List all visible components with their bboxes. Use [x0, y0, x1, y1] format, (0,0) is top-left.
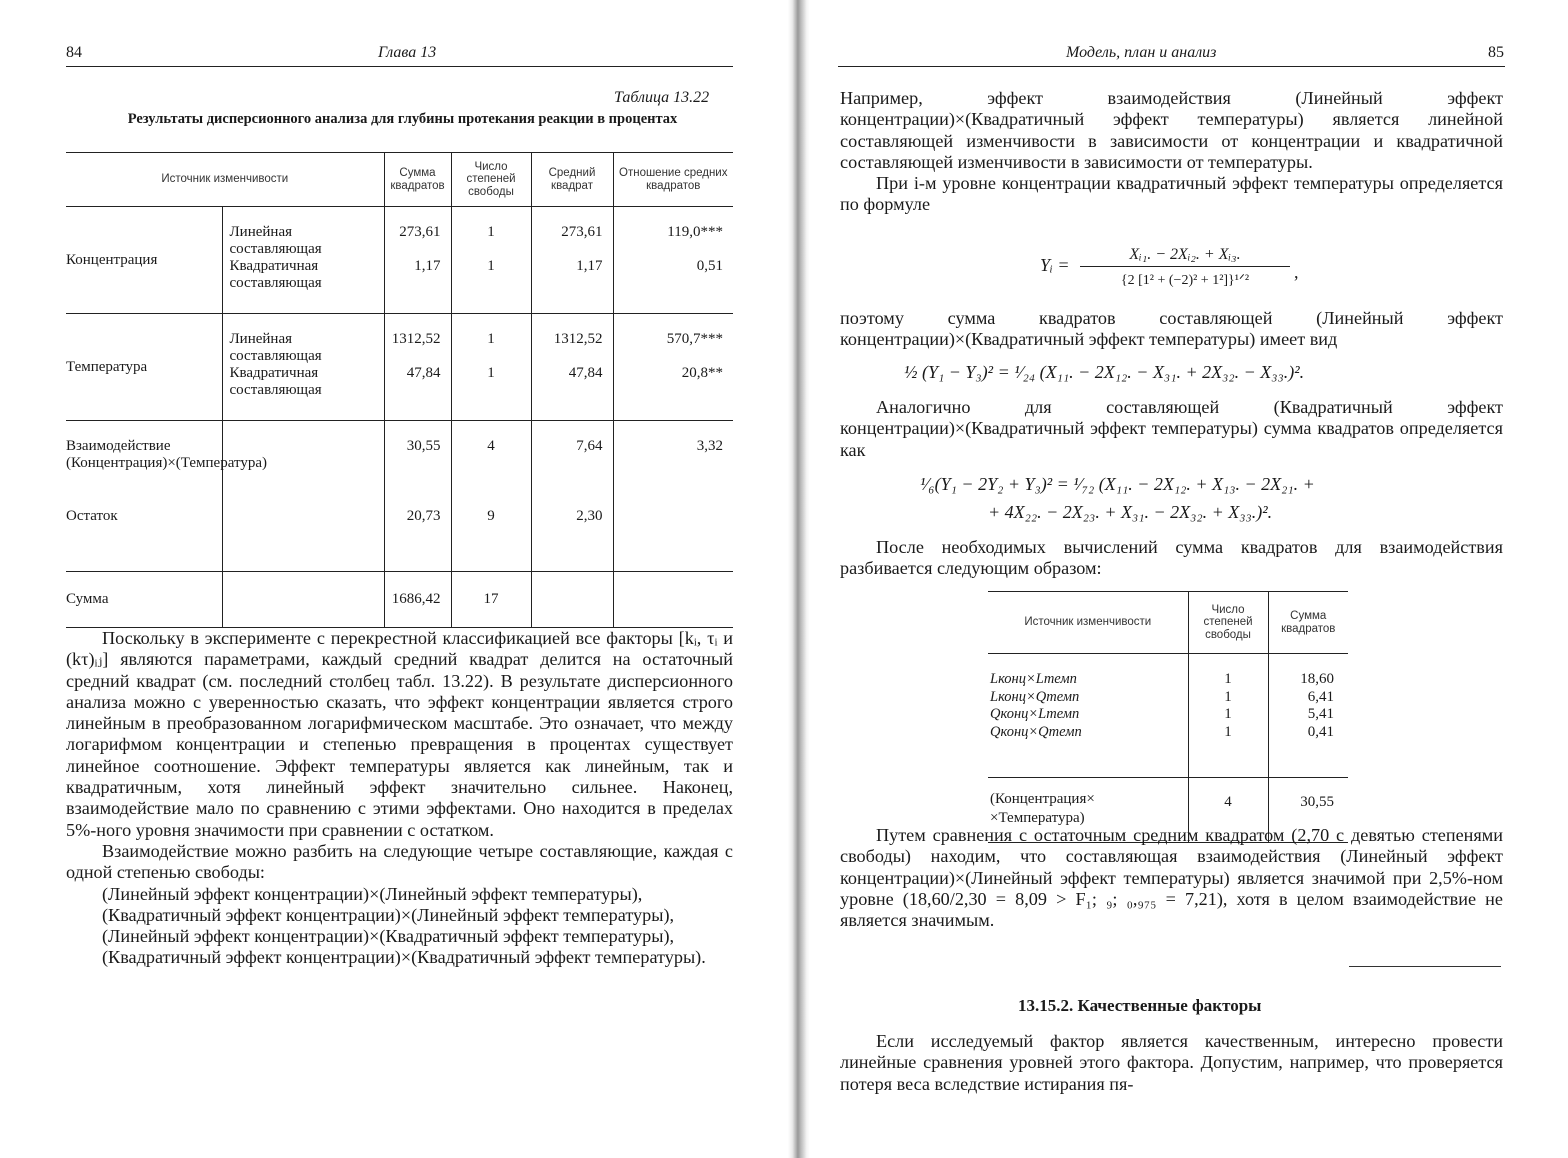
section-rule: [1349, 966, 1501, 967]
df-value: 9: [487, 508, 495, 524]
table-row-temperature: [66, 314, 733, 421]
component-label: Lконц×Qтемп: [990, 688, 1080, 705]
header-df: Число степеней свободы: [451, 153, 531, 207]
df-value: 1: [1224, 688, 1232, 705]
right-body-2: [840, 308, 1503, 351]
header-rule: [66, 66, 733, 67]
list-item: (Линейный эффект концентрации)×(Квадратичный эффект температуры),: [102, 926, 675, 947]
header-sum-squares: Сумма квадратов: [1268, 592, 1348, 654]
paragraph: Аналогично для составляющей (Квадратичный эффект концентрации)×(Квадратичный эффект температуры) сумма квадратов определяется как: [840, 397, 1503, 460]
paragraph: После необходимых вычислений сумма квадратов для взаимодействия разбивается следующим образом:: [840, 537, 1503, 579]
formula-3-line1: ¹⁄₆(Y₁ − 2Y₂ + Y₃)² = ¹⁄₇₂ (X₁₁. − 2X₁₂. + X₁₃. − 2X₂₁. +: [920, 474, 1315, 494]
ms-value: 273,61: [561, 224, 603, 240]
header-sum-squares: Сумма квадратов: [384, 153, 451, 207]
right-body-5: [840, 825, 1503, 931]
ratio-value: 3,32: [696, 438, 723, 454]
ms-value: 1312,52: [553, 331, 603, 347]
ss-value: 18,60: [1300, 671, 1334, 687]
source-label: Концентрация: [66, 207, 222, 314]
table-row-components: [988, 654, 1348, 778]
running-head: Модель, план и анализ: [1066, 44, 1217, 61]
header-source: Источник изменчивости: [988, 592, 1188, 654]
ratio-value: 119,0***: [667, 224, 723, 240]
ss-value: 1686,42: [384, 572, 451, 628]
df-value: 1: [1224, 706, 1232, 722]
source-label: (Концентрация× ×Температура): [990, 791, 1095, 826]
paragraph: Например, эффект взаимодействия (Линейный эффект концентрации)×(Квадратичный эффект температуры) является линейной составляющей изменчивости в зависимости от концентрации и квадратичной составляющей изменчивости в зависимости от температуры.: [840, 88, 1503, 172]
ss-value: 0,41: [1307, 723, 1334, 740]
header-source: Источник изменчивости: [66, 153, 384, 207]
header-rule: [838, 66, 1505, 67]
table-row-total: [66, 572, 733, 628]
df-value: 4: [487, 438, 495, 454]
paragraph: Поскольку в эксперименте с перекрестной классификацией все факторы [kᵢ, τᵢ и (kτ)ᵢⱼ] являются параметрами, каждый средний квадрат делится на остаточный средний квадрат (см. последний столбец табл. 13.22). В результате дисперсионного анализа можно с уверенностью сказать, что эффект концентрации является строго линейным в преобразованном логарифмическом масштабе. Это означает, что между логарифмом концентрации и степенью превращения в процентах существует линейное соотношение. Эффект температуры является как линейным, так и квадратичным, хотя линейный эффект значительно сильнее. Наконец, взаимодействие мало по сравнению с этими эффектами. Оно находится в пределах 5%-ного уровня значимости при сравнении с остатком.: [66, 628, 733, 840]
page-number: 85: [1488, 44, 1504, 61]
ss-value: 30,55: [406, 438, 441, 454]
source-label: Остаток: [66, 508, 118, 524]
list-item: (Квадратичный эффект концентрации)×(Квадратичный эффект температуры).: [102, 947, 706, 968]
ms-value: 1,17: [576, 258, 603, 274]
component-label: Qконц×Qтемп: [990, 723, 1082, 740]
page-number: 84: [66, 44, 82, 61]
right-body-top: [840, 88, 1503, 216]
ss-value: 20,73: [406, 508, 441, 524]
paragraph: Путем сравнения с остаточным средним квадратом (2,70 с девятью степенями свободы) находим, что составляющая взаимодействия (Линейный эффект концентрации)×(Линейный эффект температуры) является значимой при 2,5%-ном уровне (18,60/2,30 = 8,09 > F₁; ₉; ₀,₉₇₅ = 7,21), хотя в целом взаимодействие не является значимым.: [840, 825, 1503, 931]
right-body-4: [840, 537, 1503, 580]
ms-value: 2,30: [576, 508, 603, 524]
ss-value: 273,61: [399, 224, 441, 240]
df-value: 4: [1188, 778, 1268, 843]
component-label: Линейная составляющая: [229, 331, 322, 364]
formula-2: ½ (Y₁ − Y₃)² = ¹⁄₂₄ (X₁₁. − 2X₁₂. − X₃₁. + 2X₃₂. − X₃₃.)².: [904, 362, 1305, 382]
df-value: 1: [487, 365, 495, 381]
left-body: [66, 628, 733, 969]
formula-denominator: {2 [1² + (−2)² + 1²]}¹ᐟ²: [1120, 273, 1250, 288]
paragraph: Взаимодействие можно разбить на следующие четыре составляющие, каждая с одной степенью свободы:: [66, 840, 733, 883]
interaction-table: [988, 591, 1348, 843]
table-header-row: [988, 592, 1348, 654]
df-value: 1: [487, 224, 495, 240]
df-value: 1: [487, 331, 495, 347]
ss-value: 6,41: [1307, 688, 1334, 705]
source-label: Температура: [66, 314, 222, 421]
formula-lhs: Yᵢ =: [1040, 255, 1070, 275]
df-value: 1: [1224, 671, 1232, 687]
component-label: Qконц×Lтемп: [990, 706, 1080, 722]
ss-value: 1312,52: [391, 331, 441, 347]
list-item: (Квадратичный эффект концентрации)×(Линейный эффект температуры),: [102, 904, 675, 925]
ss-value: 47,84: [406, 365, 441, 381]
component-label: Линейная составляющая: [229, 224, 322, 257]
source-label: Взаимодействие (Концентрация)×(Температура): [66, 438, 267, 471]
paragraph: При i-м уровне концентрации квадратичный эффект температуры определяется по формуле: [840, 173, 1503, 215]
ratio-value: 570,7***: [666, 331, 723, 347]
df-value: 17: [451, 572, 531, 628]
table-row-interaction: [66, 421, 733, 572]
header-ratio: Отношение средних квадратов: [613, 153, 733, 207]
ratio-value: 20,8**: [681, 365, 723, 381]
ms-value: 7,64: [576, 438, 603, 454]
df-value: 1: [487, 258, 495, 274]
formula-numerator: Xᵢ₁. − 2Xᵢ₂. + Xᵢ₃.: [1080, 246, 1290, 267]
ss-value: 30,55: [1268, 778, 1348, 843]
ss-value: 1,17: [414, 258, 441, 274]
component-label: Lконц×Lтемп: [990, 671, 1077, 687]
table-row-concentration: [66, 207, 733, 314]
list-item: (Линейный эффект концентрации)×(Линейный эффект температуры),: [102, 883, 643, 904]
header-df: Число степеней свободы: [1188, 592, 1268, 654]
running-head: Глава 13: [378, 44, 437, 61]
paragraph: Если исследуемый фактор является качественным, интересно провести линейные сравнения уровней этого фактора. Допустим, например, что проверяется потеря веса вследствие истирания пя-: [840, 1031, 1503, 1094]
header-mean-square: Средний квадрат: [531, 153, 613, 207]
formula-3-line2: + 4X₂₂. − 2X₂₃. + X₃₁. − 2X₃₂. + X₃₃.)².: [988, 502, 1273, 522]
table-caption: Таблица 13.22: [614, 89, 710, 106]
table-header-row: [66, 153, 733, 207]
ss-value: 5,41: [1307, 706, 1334, 722]
paragraph: поэтому сумма квадратов составляющей (Линейный эффект концентрации)×(Квадратичный эффект температуры) имеет вид: [840, 308, 1503, 350]
df-value: 1: [1224, 723, 1232, 740]
ratio-value: 0,51: [696, 258, 723, 274]
formula-comma: ,: [1294, 262, 1299, 282]
table-title: Результаты дисперсионного анализа для глубины протекания реакции в процентах: [127, 111, 678, 127]
component-label: Квадратичная составляющая: [229, 258, 322, 291]
right-body-3: [840, 397, 1503, 461]
ms-value: 47,84: [568, 365, 603, 381]
book-binding-shadow: [788, 0, 810, 1158]
section-heading: 13.15.2. Качественные факторы: [1018, 996, 1262, 1015]
source-label: Сумма: [66, 572, 222, 628]
component-label: Квадратичная составляющая: [229, 365, 322, 398]
anova-table: [66, 152, 733, 628]
right-body-6: [840, 1031, 1503, 1095]
